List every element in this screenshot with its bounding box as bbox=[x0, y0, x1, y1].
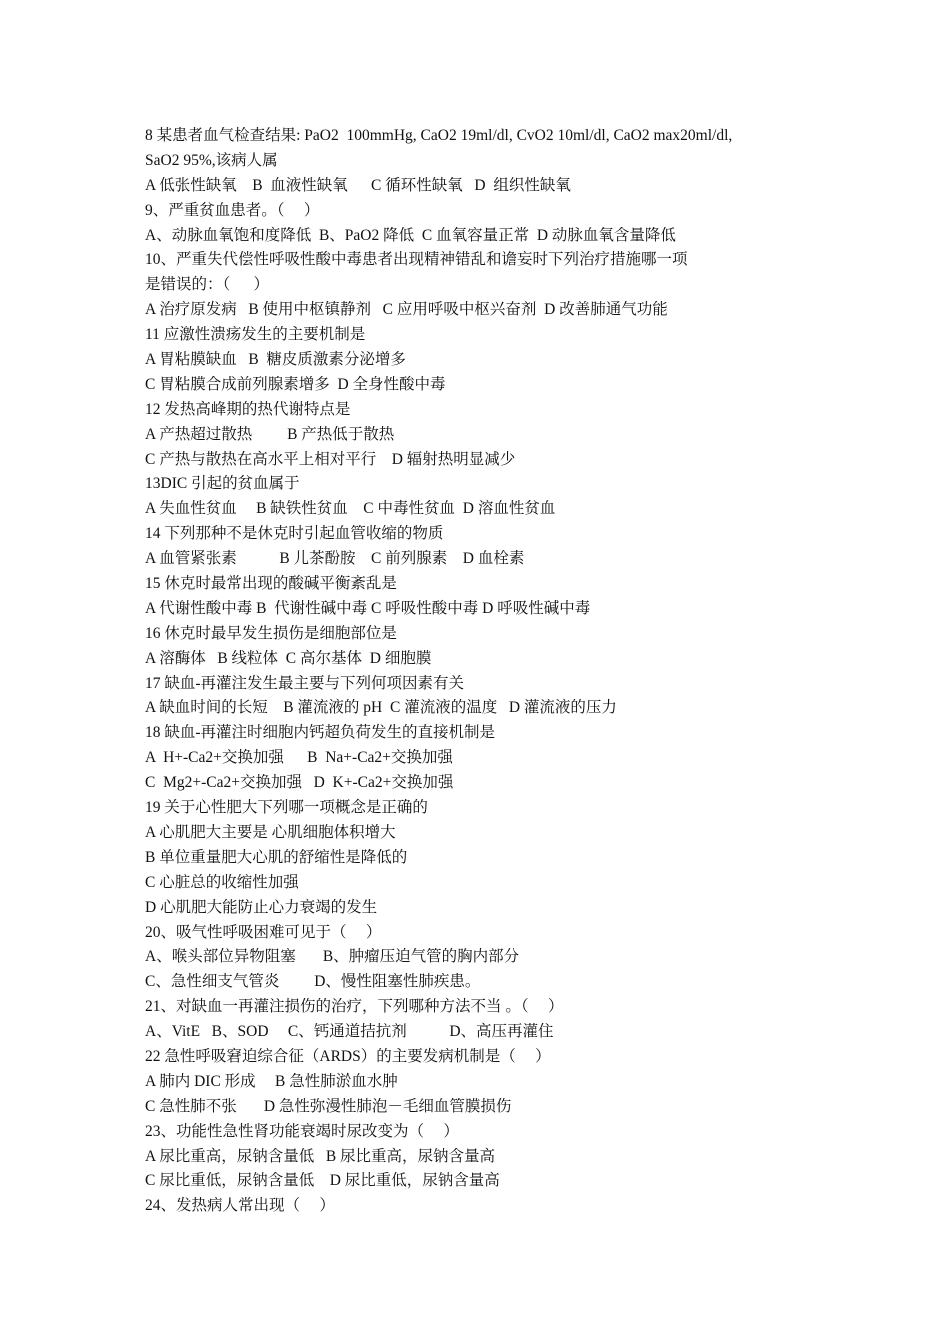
question-12-options-ab: A 产热超过散热 B 产热低于散热 bbox=[145, 425, 395, 443]
question-22-options-cd: C 急性肺不张 D 急性弥漫性肺泡－毛细血管膜损伤 bbox=[145, 1097, 512, 1115]
question-19-stem: 19 关于心性肥大下列哪一项概念是正确的 bbox=[145, 799, 428, 817]
question-18-stem: 18 缺血-再灌注时细胞内钙超负荷发生的直接机制是 bbox=[145, 724, 496, 742]
question-21-options: A、VitE B、SOD C、钙通道拮抗剂 D、高压再灌住 bbox=[145, 1023, 554, 1041]
question-19-option-c: C 心脏总的收缩性加强 bbox=[145, 873, 299, 891]
question-22-options-ab: A 肺内 DIC 形成 B 急性肺淤血水肿 bbox=[145, 1072, 398, 1090]
question-8-stem-line-1: 8 某患者血气检查结果: PaO2 100mmHg, CaO2 19ml/dl, CvO2 10ml/dl, CaO2 max20ml/dl, bbox=[145, 127, 733, 144]
question-11-options-ab: A 胃粘膜缺血 B 糖皮质激素分泌增多 bbox=[145, 351, 406, 369]
question-8-options: A 低张性缺氧 B 血液性缺氧 C 循环性缺氧 D 组织性缺氧 bbox=[145, 176, 571, 194]
question-8-stem-line-2: SaO2 95%,该病人属 bbox=[145, 151, 278, 169]
question-18-options-cd: C Mg2+-Ca2+交换加强 D K+-Ca2+交换加强 bbox=[145, 774, 454, 792]
question-11-options-cd: C 胃粘膜合成前列腺素增多 D 全身性酸中毒 bbox=[145, 375, 446, 393]
question-20-stem: 20、吸气性呼吸困难可见于（ ） bbox=[145, 923, 382, 941]
question-23-options-cd: C 尿比重低，尿钠含量低 D 尿比重低，尿钠含量高 bbox=[145, 1172, 500, 1190]
question-10-options: A 治疗原发病 B 使用中枢镇静剂 C 应用呼吸中枢兴奋剂 D 改善肺通气功能 bbox=[145, 301, 668, 319]
question-16-stem: 16 休克时最早发生损伤是细胞部位是 bbox=[145, 624, 397, 642]
question-14-options: A 血管紧张素 B 儿茶酚胺 C 前列腺素 D 血栓素 bbox=[145, 550, 525, 568]
question-19-option-a: A 心肌肥大主要是 心肌细胞体积增大 bbox=[145, 823, 396, 841]
question-15-options: A 代谢性酸中毒 B 代谢性碱中毒 C 呼吸性酸中毒 D 呼吸性碱中毒 bbox=[145, 599, 591, 617]
question-11-stem: 11 应激性溃疡发生的主要机制是 bbox=[145, 326, 366, 344]
question-17-stem: 17 缺血-再灌注发生最主要与下列何项因素有关 bbox=[145, 674, 465, 692]
question-18-options-ab: A H+-Ca2+交换加强 B Na+-Ca2+交换加强 bbox=[145, 749, 453, 767]
question-21-stem: 21、对缺血一再灌注损伤的治疗，下列哪种方法不当 。（ ） bbox=[145, 998, 564, 1016]
question-13-options: A 失血性贫血 B 缺铁性贫血 C 中毒性贫血 D 溶血性贫血 bbox=[145, 500, 556, 518]
question-9-stem: 9、严重贫血患者。（ ） bbox=[145, 201, 320, 219]
question-12-options-cd: C 产热与散热在高水平上相对平行 D 辐射热明显减少 bbox=[145, 450, 516, 468]
question-14-stem: 14 下列那种不是休克时引起血管收缩的物质 bbox=[145, 525, 444, 543]
document-body bbox=[145, 124, 825, 1219]
question-15-stem: 15 休克时最常出现的酸碱平衡紊乱是 bbox=[145, 575, 397, 593]
question-10-stem-line-2: 是错误的：（ ） bbox=[145, 276, 270, 294]
question-10-stem-line-1: 10、严重失代偿性呼吸性酸中毒患者出现精神错乱和谵妄时下列治疗措施哪一项 bbox=[145, 251, 688, 269]
question-19-option-d: D 心肌肥大能防止心力衰竭的发生 bbox=[145, 898, 378, 916]
question-20-options-ab: A、喉头部位异物阻塞 B、肿瘤压迫气管的胸内部分 bbox=[145, 948, 520, 966]
question-23-stem: 23、功能性急性肾功能衰竭时尿改变为（ ） bbox=[145, 1122, 459, 1140]
question-12-stem: 12 发热高峰期的热代谢特点是 bbox=[145, 400, 351, 418]
question-24-stem: 24、发热病人常出现（ ） bbox=[145, 1197, 335, 1215]
question-19-option-b: B 单位重量肥大心肌的舒缩性是降低的 bbox=[145, 848, 408, 866]
question-16-options: A 溶酶体 B 线粒体 C 高尔基体 D 细胞膜 bbox=[145, 649, 432, 667]
question-20-options-cd: C、急性细支气管炎 D、慢性阻塞性肺疾患。 bbox=[145, 973, 481, 991]
question-17-options: A 缺血时间的长短 B 灌流液的 pH C 灌流液的温度 D 灌流液的压力 bbox=[145, 699, 617, 717]
question-13-stem: 13DIC 引起的贫血属于 bbox=[145, 475, 300, 493]
question-9-options: A、动脉血氧饱和度降低 B、PaO2 降低 C 血氧容量正常 D 动脉血氧含量降低 bbox=[145, 226, 676, 244]
question-22-stem: 22 急性呼吸窘迫综合征（ARDS）的主要发病机制是（ ） bbox=[145, 1047, 551, 1065]
question-23-options-ab: A 尿比重高，尿钠含量低 B 尿比重高，尿钠含量高 bbox=[145, 1147, 496, 1165]
